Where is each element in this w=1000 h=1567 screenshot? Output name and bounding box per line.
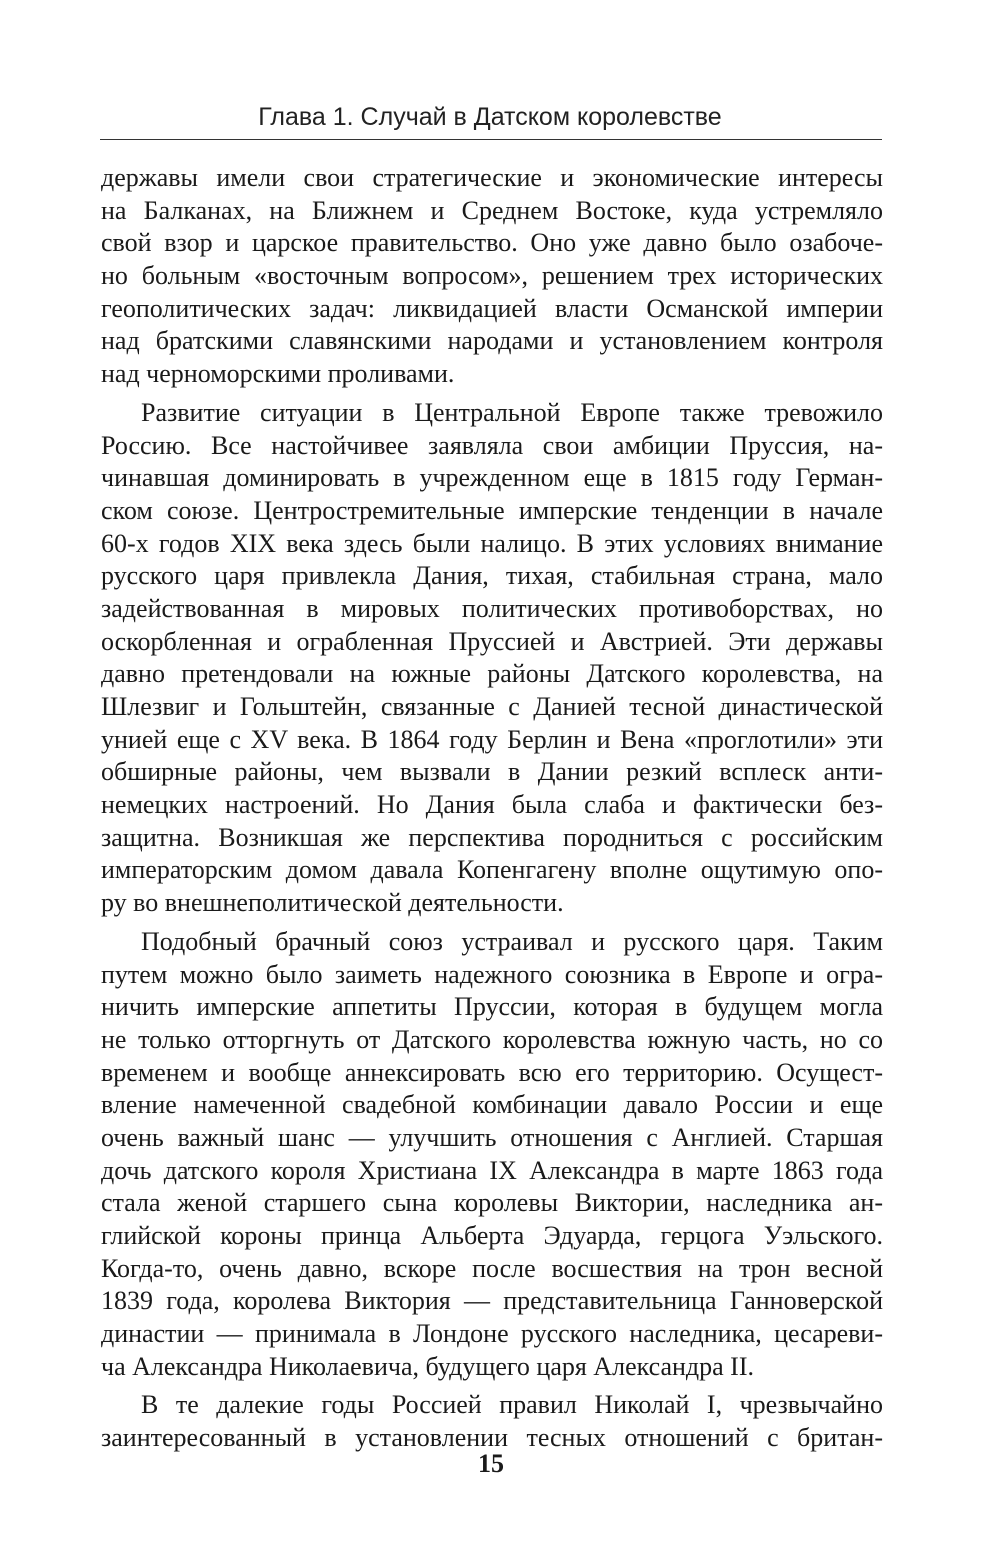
text-line: Россию. Все настойчивее заявляла свои амбиции Пруссия, на- xyxy=(101,430,883,460)
page-number: 15 xyxy=(478,1449,504,1478)
text-line: ничить имперские аппетиты Пруссии, которая в будущем могла xyxy=(101,992,883,1022)
text-line: временем и вообще аннексировать всю его территорию. Осущест- xyxy=(101,1057,883,1087)
text-line: немецких настроений. Но Дания была слаба и фактически без- xyxy=(101,790,883,820)
text-line: ча Александра Николаевича, будущего царя Александра II. xyxy=(101,1351,754,1381)
text-line: давно претендовали на южные районы Датского королевства, на xyxy=(101,659,883,689)
body-text xyxy=(101,162,883,1455)
header-rule xyxy=(100,139,882,140)
text-line: унией еще с XV века. В 1864 году Берлин и Вена «проглотили» эти xyxy=(101,724,883,754)
text-line: путем можно было заиметь надежного союзника в Европе и огра- xyxy=(101,959,883,989)
text-line: династии — принимала в Лондоне русского наследника, цесареви- xyxy=(101,1319,883,1349)
text-line: обширные районы, чем вызвали в Дании резкий всплеск анти- xyxy=(101,757,883,787)
text-line: 1839 года, королева Виктория — представительница Ганноверской xyxy=(101,1286,883,1316)
running-header: Глава 1. Случай в Датском королевстве xyxy=(258,103,722,131)
text-line: 60-х годов XIX века здесь были налицо. В этих условиях внимание xyxy=(101,528,883,558)
text-line: глийской короны принца Альберта Эдуарда, герцога Уэльского. xyxy=(101,1221,883,1250)
paragraph xyxy=(101,162,883,391)
text-line: вление намеченной свадебной комбинации давало России и еще xyxy=(101,1090,883,1120)
text-line: Подобный брачный союз устраивал и русского царя. Таким xyxy=(141,926,883,956)
text-line: над братскими славянскими народами и установлением контроля xyxy=(101,326,883,356)
text-line: В те далекие годы Россией правил Николай I, чрезвычайно xyxy=(141,1390,883,1420)
paragraph xyxy=(101,397,883,920)
text-line: стала женой старшего сына королевы Виктории, наследника ан- xyxy=(101,1188,883,1218)
text-line: но больным «восточным вопросом», решением трех исторических xyxy=(101,261,883,291)
text-line: дочь датского короля Христиана IX Александра в марте 1863 года xyxy=(101,1155,883,1185)
text-line: оскорбленная и ограбленная Пруссией и Австрией. Эти державы xyxy=(101,626,883,656)
text-line: державы имели свои стратегические и экономические интересы xyxy=(101,163,883,192)
text-line: ру во внешнеполитической деятельности. xyxy=(101,888,564,918)
text-line: русского царя привлекла Дания, тихая, стабильная страна, мало xyxy=(101,561,883,591)
paragraph xyxy=(101,926,883,1384)
text-line: ском союзе. Центростремительные имперские тенденции в начале xyxy=(101,495,883,525)
text-line: заинтересованный в установлении тесных отношений с британ- xyxy=(101,1423,883,1453)
text-line: свой взор и царское правительство. Оно уже давно было озабоче- xyxy=(101,228,883,258)
text-line: Когда-то, очень давно, вскоре после восшествия на трон весной xyxy=(101,1253,883,1283)
text-line: на Балканах, на Ближнем и Среднем Востоке, куда устремляло xyxy=(101,195,883,225)
text-line: защитна. Возникшая же перспектива породниться с российским xyxy=(101,822,883,852)
text-line: задействованная в мировых политических противоборствах, но xyxy=(101,593,883,623)
text-line: очень важный шанс — улучшить отношения с Англией. Старшая xyxy=(101,1122,883,1152)
text-line: геополитических задач: ликвидацией власти Османской империи xyxy=(101,293,883,323)
text-line: чинавшая доминировать в учрежденном еще в 1815 году Герман- xyxy=(101,463,883,493)
text-line: не только отторгнуть от Датского королевства южную часть, но со xyxy=(101,1024,883,1054)
text-line: над черноморскими проливами. xyxy=(101,359,455,389)
text-line: Развитие ситуации в Центральной Европе также тревожило xyxy=(141,397,883,427)
paragraph xyxy=(101,1389,883,1454)
text-line: императорским домом давала Копенгагену вполне ощутимую опо- xyxy=(101,855,883,885)
text-line: Шлезвиг и Гольштейн, связанные с Данией тесной династической xyxy=(101,692,883,721)
